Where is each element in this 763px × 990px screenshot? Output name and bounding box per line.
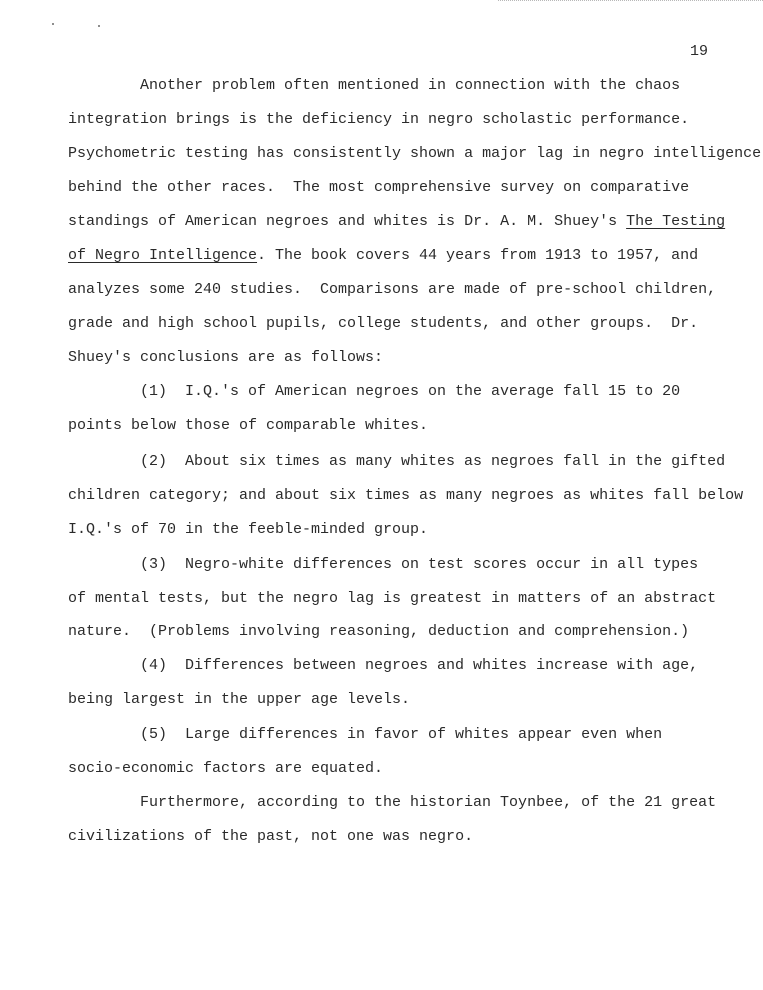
paragraph-1-line-8: grade and high school pupils, college students, and other groups. Dr. <box>68 315 699 332</box>
book-title-part-1: The Testing <box>626 213 726 230</box>
scan-speck <box>98 25 100 27</box>
conclusion-5-line-1: (5) Large differences in favor of whites appear even when <box>140 726 663 743</box>
scan-speck <box>52 23 54 25</box>
conclusion-1-line-1: (1) I.Q.'s of American negroes on the average fall 15 to 20 <box>140 383 681 400</box>
paragraph-1-line-4: behind the other races. The most comprehensive survey on comparative <box>68 179 690 196</box>
conclusion-1-line-2: points below those of comparable whites. <box>68 417 429 434</box>
conclusion-2-line-3: I.Q.'s of 70 in the feeble-minded group. <box>68 521 429 538</box>
top-dotted-border <box>498 0 763 1</box>
conclusion-4-line-2: being largest in the upper age levels. <box>68 691 411 708</box>
text-span: . The book covers 44 years from 1913 to 1957, and <box>257 247 699 264</box>
conclusion-3-line-3: nature. (Problems involving reasoning, deduction and comprehension.) <box>68 623 690 640</box>
text-span: standings of American negroes and whites is Dr. A. M. Shuey's <box>68 213 627 230</box>
paragraph-1-line-7: analyzes some 240 studies. Comparisons are made of pre-school children, <box>68 281 717 298</box>
book-title-part-2: of Negro Intelligence <box>68 247 258 264</box>
closing-paragraph-line-1: Furthermore, according to the historian Toynbee, of the 21 great <box>140 794 717 811</box>
paragraph-1-line-9: Shuey's conclusions are as follows: <box>68 349 384 366</box>
paragraph-1-line-1: Another problem often mentioned in connection with the chaos <box>140 77 681 94</box>
conclusion-2-line-2: children category; and about six times as many negroes as whites fall below <box>68 487 744 504</box>
closing-paragraph-line-2: civilizations of the past, not one was negro. <box>68 828 474 845</box>
conclusion-3-line-2: of mental tests, but the negro lag is greatest in matters of an abstract <box>68 590 717 607</box>
conclusion-2-line-1: (2) About six times as many whites as negroes fall in the gifted <box>140 453 726 470</box>
conclusion-4-line-1: (4) Differences between negroes and whites increase with age, <box>140 657 699 674</box>
conclusion-5-line-2: socio-economic factors are equated. <box>68 760 384 777</box>
paragraph-1-line-2: integration brings is the deficiency in negro scholastic performance. <box>68 111 690 128</box>
paragraph-1-line-3: Psychometric testing has consistently shown a major lag in negro intelligence <box>68 145 762 162</box>
paragraph-1-line-6 <box>68 246 698 266</box>
paragraph-1-line-5 <box>68 212 725 232</box>
conclusion-3-line-1: (3) Negro-white differences on test scores occur in all types <box>140 556 699 573</box>
page-number: 19 <box>690 43 709 60</box>
